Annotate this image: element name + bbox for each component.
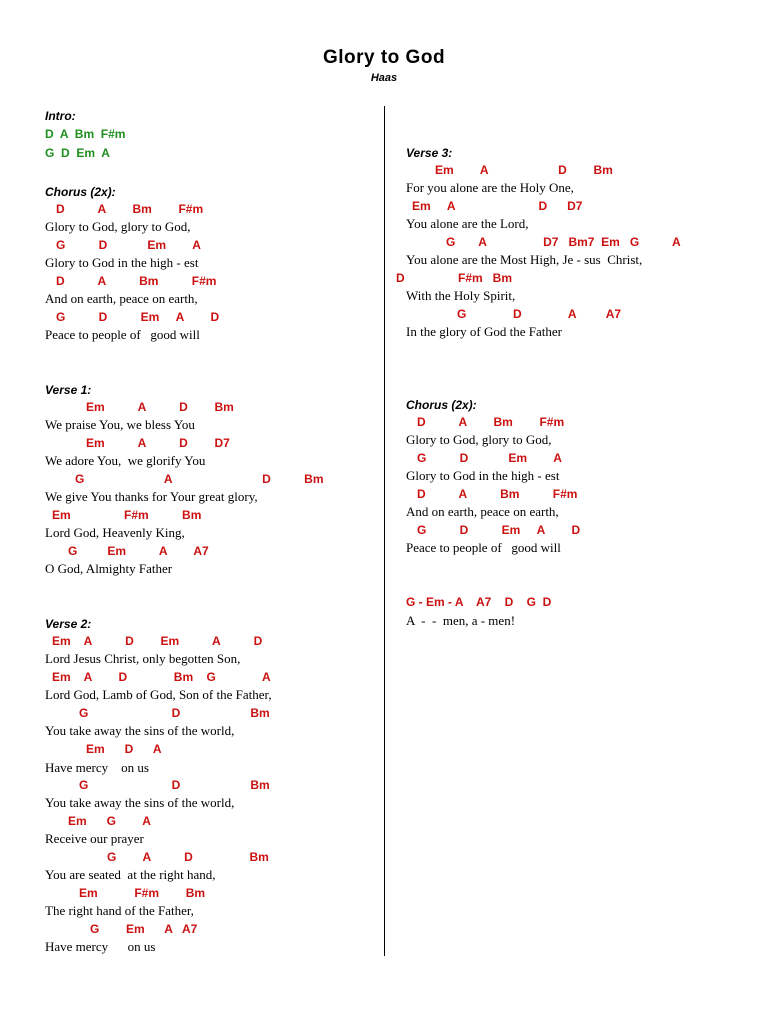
chord-line: G Em A A7 <box>68 544 209 558</box>
chord-line: Em A D Bm G A <box>52 670 271 684</box>
lyric-line: Have mercy on us <box>45 939 156 954</box>
chord-line: Em A D Em A D <box>52 634 263 648</box>
chord-line: D A Bm F#m <box>56 202 204 216</box>
chord-line: D A Bm F#m <box>56 274 217 288</box>
lyric-line: O God, Almighty Father <box>45 561 173 576</box>
lyric-line: With the Holy Spirit, <box>406 288 516 303</box>
intro-chords: D A Bm F#m <box>45 127 126 141</box>
chord-line: G A D7 Bm7 Em G A <box>446 235 681 249</box>
chord-line: Em G A <box>68 814 151 828</box>
chord-line: D A Bm F#m <box>417 487 578 501</box>
lyric-line: Glory to God in the high - est <box>45 255 199 270</box>
lyric-line: In the glory of God the Father <box>406 324 562 339</box>
lyric-line: Lord God, Lamb of God, Son of the Father, <box>45 687 272 702</box>
column-divider <box>384 106 385 956</box>
amen-chords: G - Em - A A7 D G D <box>406 595 552 609</box>
song-title: Glory to God <box>322 47 446 68</box>
lyric-line: And on earth, peace on earth, <box>406 504 559 519</box>
intro-heading: Intro: <box>45 109 76 123</box>
chord-line: G D Bm <box>79 706 270 720</box>
chord-line: Em A D D7 <box>412 199 583 213</box>
lyric-line: You take away the sins of the world, <box>45 795 235 810</box>
chord-line: G A D Bm <box>107 850 269 864</box>
lyric-line: We praise You, we bless You <box>45 417 195 432</box>
lyric-line: Glory to God, glory to God, <box>406 432 552 447</box>
lyric-line: You alone are the Lord, <box>406 216 529 231</box>
lyric-line: Lord God, Heavenly King, <box>45 525 185 540</box>
chord-line: Em D A <box>86 742 162 756</box>
chord-line: D F#m Bm <box>396 271 513 285</box>
chord-line: Em A D Bm <box>86 400 234 414</box>
chorus-heading: Chorus (2x): <box>406 398 477 412</box>
chord-line: G D Em A D <box>417 523 581 537</box>
chord-line: Em F#m Bm <box>79 886 206 900</box>
lyric-line: You take away the sins of the world, <box>45 723 235 738</box>
lyric-line: We adore You, we glorify You <box>45 453 206 468</box>
chord-line: D A Bm F#m <box>417 415 565 429</box>
chord-line: Em A D Bm <box>435 163 613 177</box>
lyric-line: We give You thanks for Your great glory, <box>45 489 258 504</box>
intro-chords: G D Em A <box>45 146 110 160</box>
chord-line: G D Em A <box>417 451 562 465</box>
lyric-line: Lord Jesus Christ, only begotten Son, <box>45 651 241 666</box>
lyric-line: For you alone are the Holy One, <box>406 180 574 195</box>
lyric-line: Glory to God in the high - est <box>406 468 560 483</box>
lyric-line: The right hand of the Father, <box>45 903 194 918</box>
song-author: Haas <box>370 72 398 84</box>
chorus-heading: Chorus (2x): <box>45 185 116 199</box>
chord-line: Em A D D7 <box>86 436 230 450</box>
lyric-line: You are seated at the right hand, <box>45 867 216 882</box>
chord-line: G D Bm <box>79 778 270 792</box>
chord-line: G D Em A D <box>56 310 220 324</box>
verse1-heading: Verse 1: <box>45 383 92 397</box>
lyric-line: Have mercy on us <box>45 760 149 775</box>
lyric-line: Peace to people of good will <box>406 540 561 555</box>
chord-line: G Em A A7 <box>90 922 198 936</box>
verse3-heading: Verse 3: <box>406 146 453 160</box>
chord-line: G D Em A <box>56 238 201 252</box>
lyric-line: Glory to God, glory to God, <box>45 219 191 234</box>
lyric-line: And on earth, peace on earth, <box>45 291 198 306</box>
amen-lyric: A - - men, a - men! <box>406 613 516 628</box>
verse2-heading: Verse 2: <box>45 617 92 631</box>
chord-line: Em F#m Bm <box>52 508 202 522</box>
lyric-line: Peace to people of good will <box>45 327 200 342</box>
chord-line: G A D Bm <box>75 472 324 486</box>
lyric-line: You alone are the Most High, Je - sus Christ, <box>406 252 643 267</box>
chord-line: G D A A7 <box>457 307 622 321</box>
lyric-line: Receive our prayer <box>45 831 144 846</box>
